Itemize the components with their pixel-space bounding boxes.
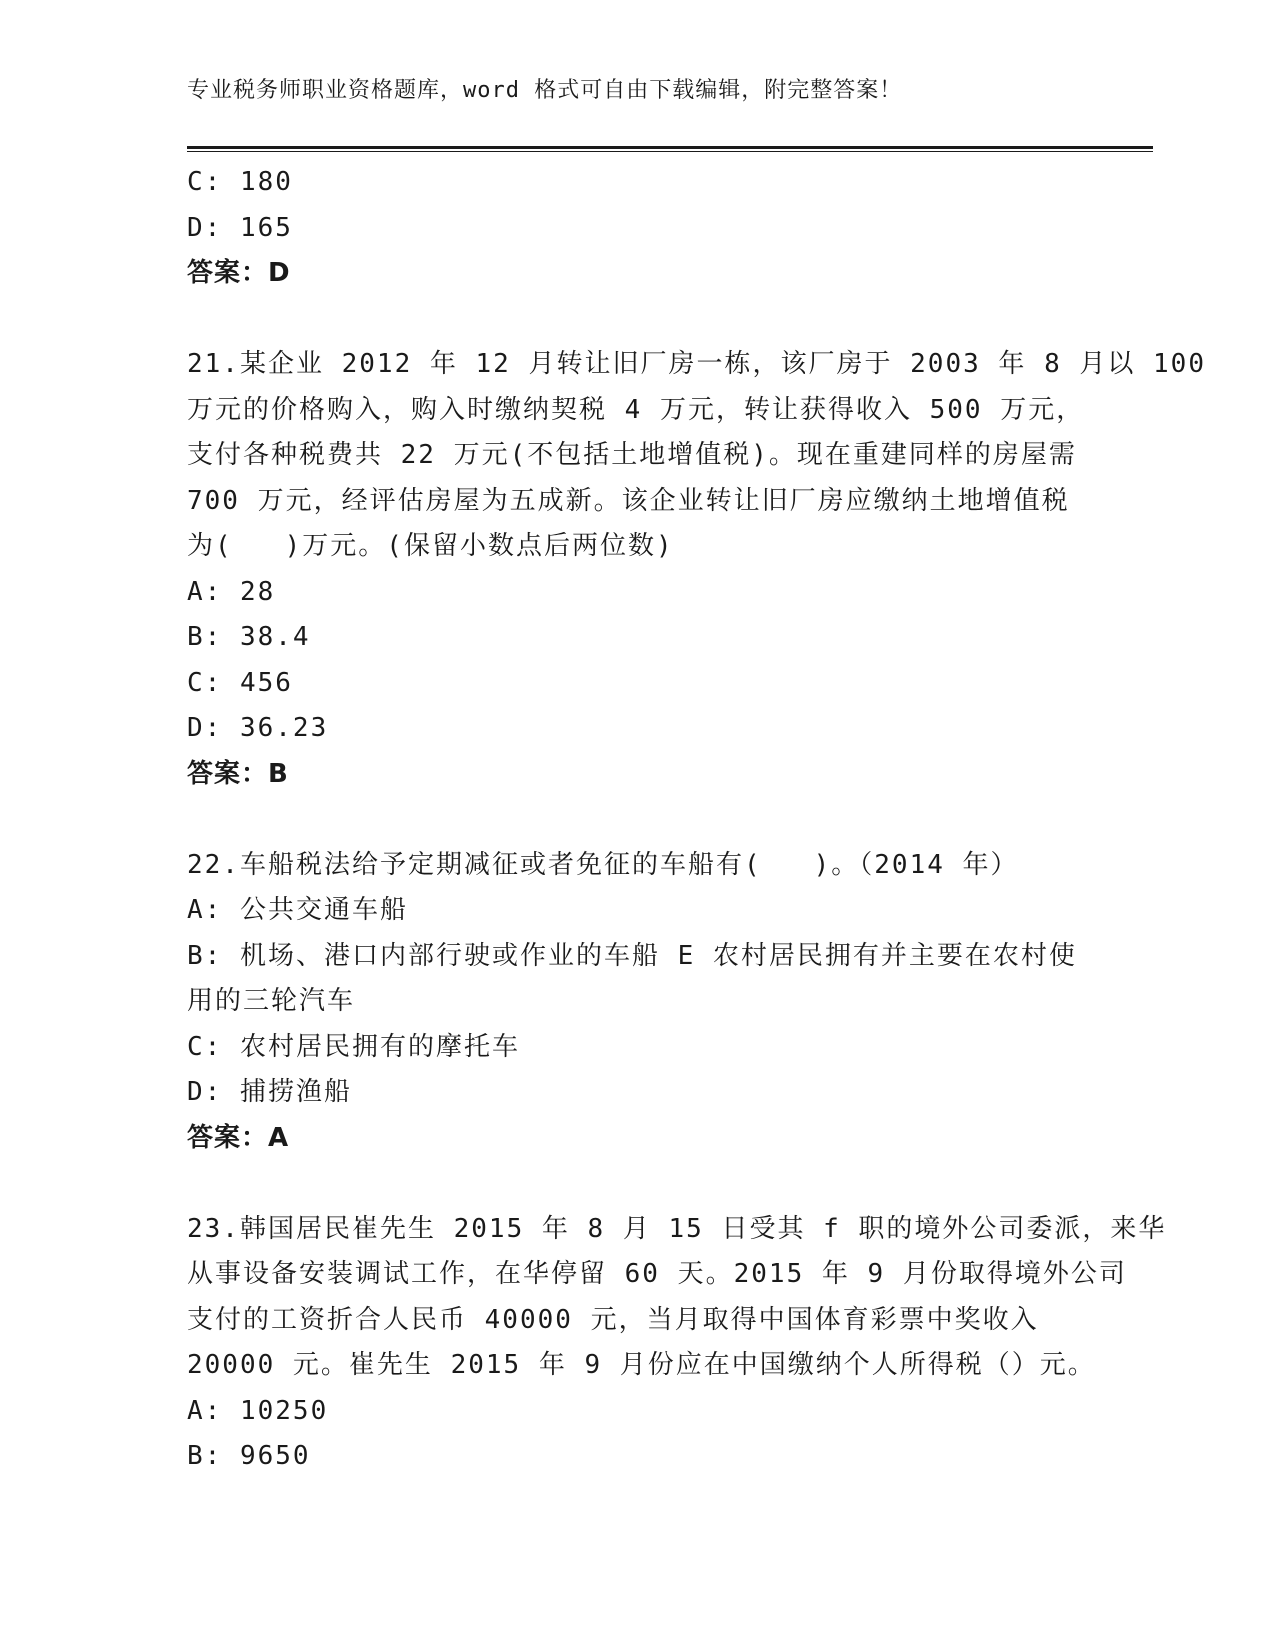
question-21 — [187, 342, 1206, 797]
option-b: B: 机场、港口内部行驶或作业的车船 E 农村居民拥有并主要在农村使 — [187, 940, 1077, 971]
option-a: A: 10250 — [187, 1395, 329, 1426]
answer-line: 答案：A — [187, 1122, 290, 1153]
question-text-line: 从事设备安装调试工作，在华停留 60 天。2015 年 9 月份取得境外公司 — [187, 1259, 1127, 1289]
header-rule-thin — [187, 151, 1153, 152]
option-a: A: 28 — [187, 576, 276, 607]
option-a: A: 公共交通车船 — [187, 895, 408, 925]
option-b-continued: 用的三轮汽车 — [187, 986, 356, 1016]
option-b: B: 9650 — [187, 1441, 311, 1471]
blank-suffix: )万元。(保留小数点后两位数) — [284, 531, 674, 561]
blank-prefix: 为( — [187, 531, 233, 561]
blank-prefix: 22.车船税法给予定期减征或者免征的车船有( — [187, 849, 762, 880]
option-c: C: 农村居民拥有的摩托车 — [187, 1031, 520, 1062]
question-text-line: 支付的工资折合人民币 40000 元，当月取得中国体育彩票中奖收入 — [187, 1304, 1039, 1335]
question-22 — [187, 843, 1087, 1162]
question-text-line: 万元的价格购入，购入时缴纳契税 4 万元，转让获得收入 500 万元， — [187, 394, 1085, 425]
question-text-line — [187, 843, 1087, 889]
option-c: C: 456 — [187, 667, 293, 698]
document-content — [187, 160, 1206, 1480]
question-text-line: 21.某企业 2012 年 12 月转让旧厂房一栋，该厂房于 2003 年 8 月以 100 — [187, 349, 1206, 379]
option-c: C: 180 — [187, 167, 293, 197]
answer-line: 答案：B — [187, 758, 289, 789]
question-text-line — [187, 524, 1087, 570]
question-text-line: 23.韩国居民崔先生 2015 年 8 月 15 日受其 f 职的境外公司委派，来华 — [187, 1213, 1167, 1244]
option-b: B: 38.4 — [187, 622, 311, 652]
page-header: 专业税务师职业资格题库，word 格式可自由下载编辑，附完整答案！ — [187, 78, 903, 103]
question-text-line: 700 万元，经评估房屋为五成新。该企业转让旧厂房应缴纳土地增值税 — [187, 485, 1070, 516]
header-rule-thick — [187, 146, 1153, 149]
question-23 — [187, 1207, 1167, 1480]
question-text-line: 20000 元。崔先生 2015 年 9 月份应在中国缴纳个人所得税（）元。 — [187, 1350, 1096, 1380]
option-d: D: 36.23 — [187, 713, 329, 743]
option-d: D: 捕捞渔船 — [187, 1077, 352, 1107]
answer-line: 答案：D — [187, 258, 291, 288]
option-d: D: 165 — [187, 212, 293, 243]
carryover-block — [187, 160, 1087, 297]
blank-suffix: )。（2014 年） — [813, 849, 1019, 880]
question-text-line: 支付各种税费共 22 万元(不包括土地增值税)。现在重建同样的房屋需 — [187, 440, 1077, 470]
